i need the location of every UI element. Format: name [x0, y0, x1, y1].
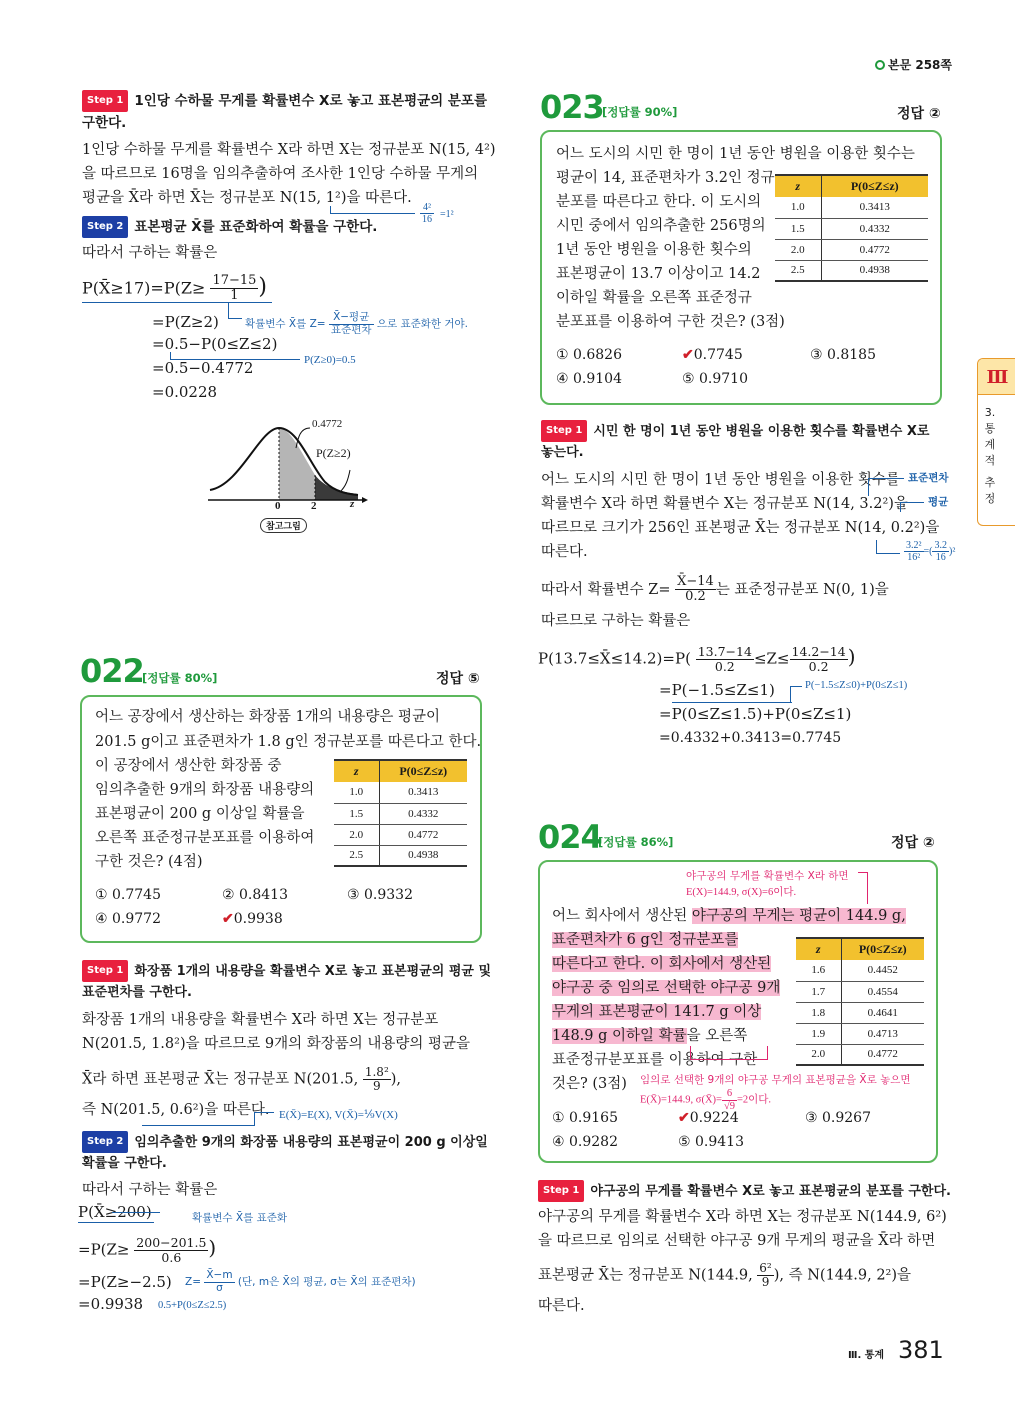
problem-box: 어느 공장에서 생산하는 화장품 1개의 내용량은 평균이 201.5 g이고 표준편차가 1.8 g인 정규분포를 따른다고 한다. 이 공장에서 생산한 화장품 중 임의추출한 9개의 화장품 내용량의 표본평균이 200 g 이상일 확률을 오른쪽 표준정규분포표를 이용하여 구한 것은? (4점) z P(0≤Z≤z) 1.0 0.3413 1.5 0.4332 2.0 0.4772 2.5 0.4938 ① 0.7745 ② 0.8413 ③ 0.9332 ④ 0.9772 ✔0.9938 [80, 695, 482, 943]
option-5-selected[interactable]: ✔0.9938 [222, 911, 283, 927]
option-4[interactable]: ④ 0.9104 [556, 371, 622, 387]
option-5[interactable]: ⑤ 0.9413 [678, 1134, 744, 1150]
step1-badge: Step 1 [82, 960, 128, 982]
step1-badge: Step 1 [82, 90, 128, 112]
annotation-fraction: $\frac{\text{4²}}{16}$ [422, 202, 432, 225]
option-3[interactable]: ③ 0.8185 [810, 347, 876, 363]
reference-figure-label: 참고그림 [260, 518, 307, 533]
option-1[interactable]: ① 0.7745 [95, 887, 161, 903]
checkmark-icon: ✔ [678, 1110, 690, 1126]
problem-box: 어느 도시의 시민 한 명이 1년 동안 병원을 이용한 횟수는 평균이 14, 표준편차가 3.2인 정규 분포를 따른다고 한다. 이 도시의 시민 중에서 임의추출한 256명의 1년 동안 병원을 이용한 횟수의 표본평균이 13.7 이상이고 14.2 이하일 확률을 오른쪽 표준정규 분포표를 이용하여 구한 것은? (3점) z P(0≤Z≤z) 1.0 0.3413 1.5 0.4332 2.0 0.4772 2.5 0.4938 ① 0.6826 ✔0.7745 ③ 0.8185 ④ 0.9104 ⑤ 0.9710 [540, 130, 942, 405]
page-number: 381 [898, 1336, 944, 1364]
page-reference: 본문 258쪽 [875, 56, 952, 73]
footer-section: Ⅲ. 통계 [848, 1350, 885, 1361]
option-5[interactable]: ⑤ 0.9710 [682, 371, 748, 387]
step2-heading: Step 2 표본평균 X̄를 표준화하여 확률을 구한다. [82, 216, 377, 238]
step1-badge: Step 1 [541, 420, 587, 442]
annotation-arrow [330, 206, 415, 214]
standardize-note: 확률변수 X̄를 Z= $\frac{\text{X̄−평균}}{\text{표준편차}}$ 으로 표준화한 거야. [245, 311, 469, 336]
option-3[interactable]: ③ 0.9332 [347, 887, 413, 903]
checkmark-icon: ✔ [682, 347, 694, 363]
step1-badge: Step 1 [538, 1180, 584, 1202]
option-2[interactable]: ② 0.8413 [222, 887, 288, 903]
option-1[interactable]: ① 0.6826 [556, 347, 622, 363]
problem-box: 야구공의 무게를 확률변수 X라 하면 E(X)=144.9, σ(X)=6이다. 어느 회사에서 생산된 야구공의 무게는 평균이 144.9 g, 표준편차가 6 g인 정규분포를 따른다고 한다. 이 회사에서 생산된 야구공 중 임의로 선택한 야구공 9개 무게의 표본평균이 141.7 g 이상 148.9 g 이하일 확률을 오른쪽 표준정규분포표를 이용하여 구한 것은? (3점) 임의로 선택한 9개의 야구공 무게의 표본평균을 X̄로 놓으면 E(X̄)=144.9, σ(X̄)= $\frac{6}{√9}$ =2이다. z P(0≤Z≤z) 1.6 0.4452 1.7 0.4554 1.8 0.4641 1.9 0.4713 2.0 0.4772 ① 0.9165 ✔0.9224 ③ 0.9267 ④ 0.9282 ⑤ 0.9413 [538, 860, 938, 1163]
option-2-selected[interactable]: ✔0.7745 [682, 347, 743, 363]
z-table: z P(0≤Z≤z) 1.0 0.3413 1.5 0.4332 2.0 0.4772 2.5 0.4938 [775, 174, 928, 282]
option-3[interactable]: ③ 0.9267 [805, 1110, 871, 1126]
equation-line-1: P(X̄≥17)=P(Z≥ $\frac{17-15}{1}$ ) [82, 273, 268, 304]
option-4[interactable]: ④ 0.9282 [552, 1134, 618, 1150]
step1-heading: Step 1 1인당 수하물 무게를 확률변수 X로 놓고 표본평균의 분포를 [82, 90, 487, 112]
option-2-selected[interactable]: ✔0.9224 [678, 1110, 739, 1126]
option-1[interactable]: ① 0.9165 [552, 1110, 618, 1126]
circle-bullet-icon [875, 60, 885, 70]
normal-distribution-graph: 0.4772 P(Z≥2) 0 2 z 참고그림 [200, 410, 380, 540]
annotation-fraction: $\frac{\text{3.2²}}{\text{16²}}$ =( $\frac{3.2}{16}$ )² [906, 540, 956, 563]
z-table: z P(0≤Z≤z) 1.0 0.3413 1.5 0.4332 2.0 0.4772 2.5 0.4938 [334, 759, 467, 867]
chapter-side-tab[interactable] [977, 358, 1015, 526]
checkmark-icon: ✔ [222, 911, 234, 927]
chapter-numeral: Ⅲ [978, 359, 1015, 395]
underline [82, 302, 272, 303]
z-table: z P(0≤Z≤z) 1.6 0.4452 1.7 0.4554 1.8 0.4641 1.9 0.4713 2.0 0.4772 [796, 937, 924, 1066]
option-4[interactable]: ④ 0.9772 [95, 911, 161, 927]
chapter-title-vertical: 3. 통 계 적 추 정 [984, 406, 996, 505]
step2-badge: Step 2 [82, 1131, 128, 1153]
step2-badge: Step 2 [82, 216, 128, 238]
